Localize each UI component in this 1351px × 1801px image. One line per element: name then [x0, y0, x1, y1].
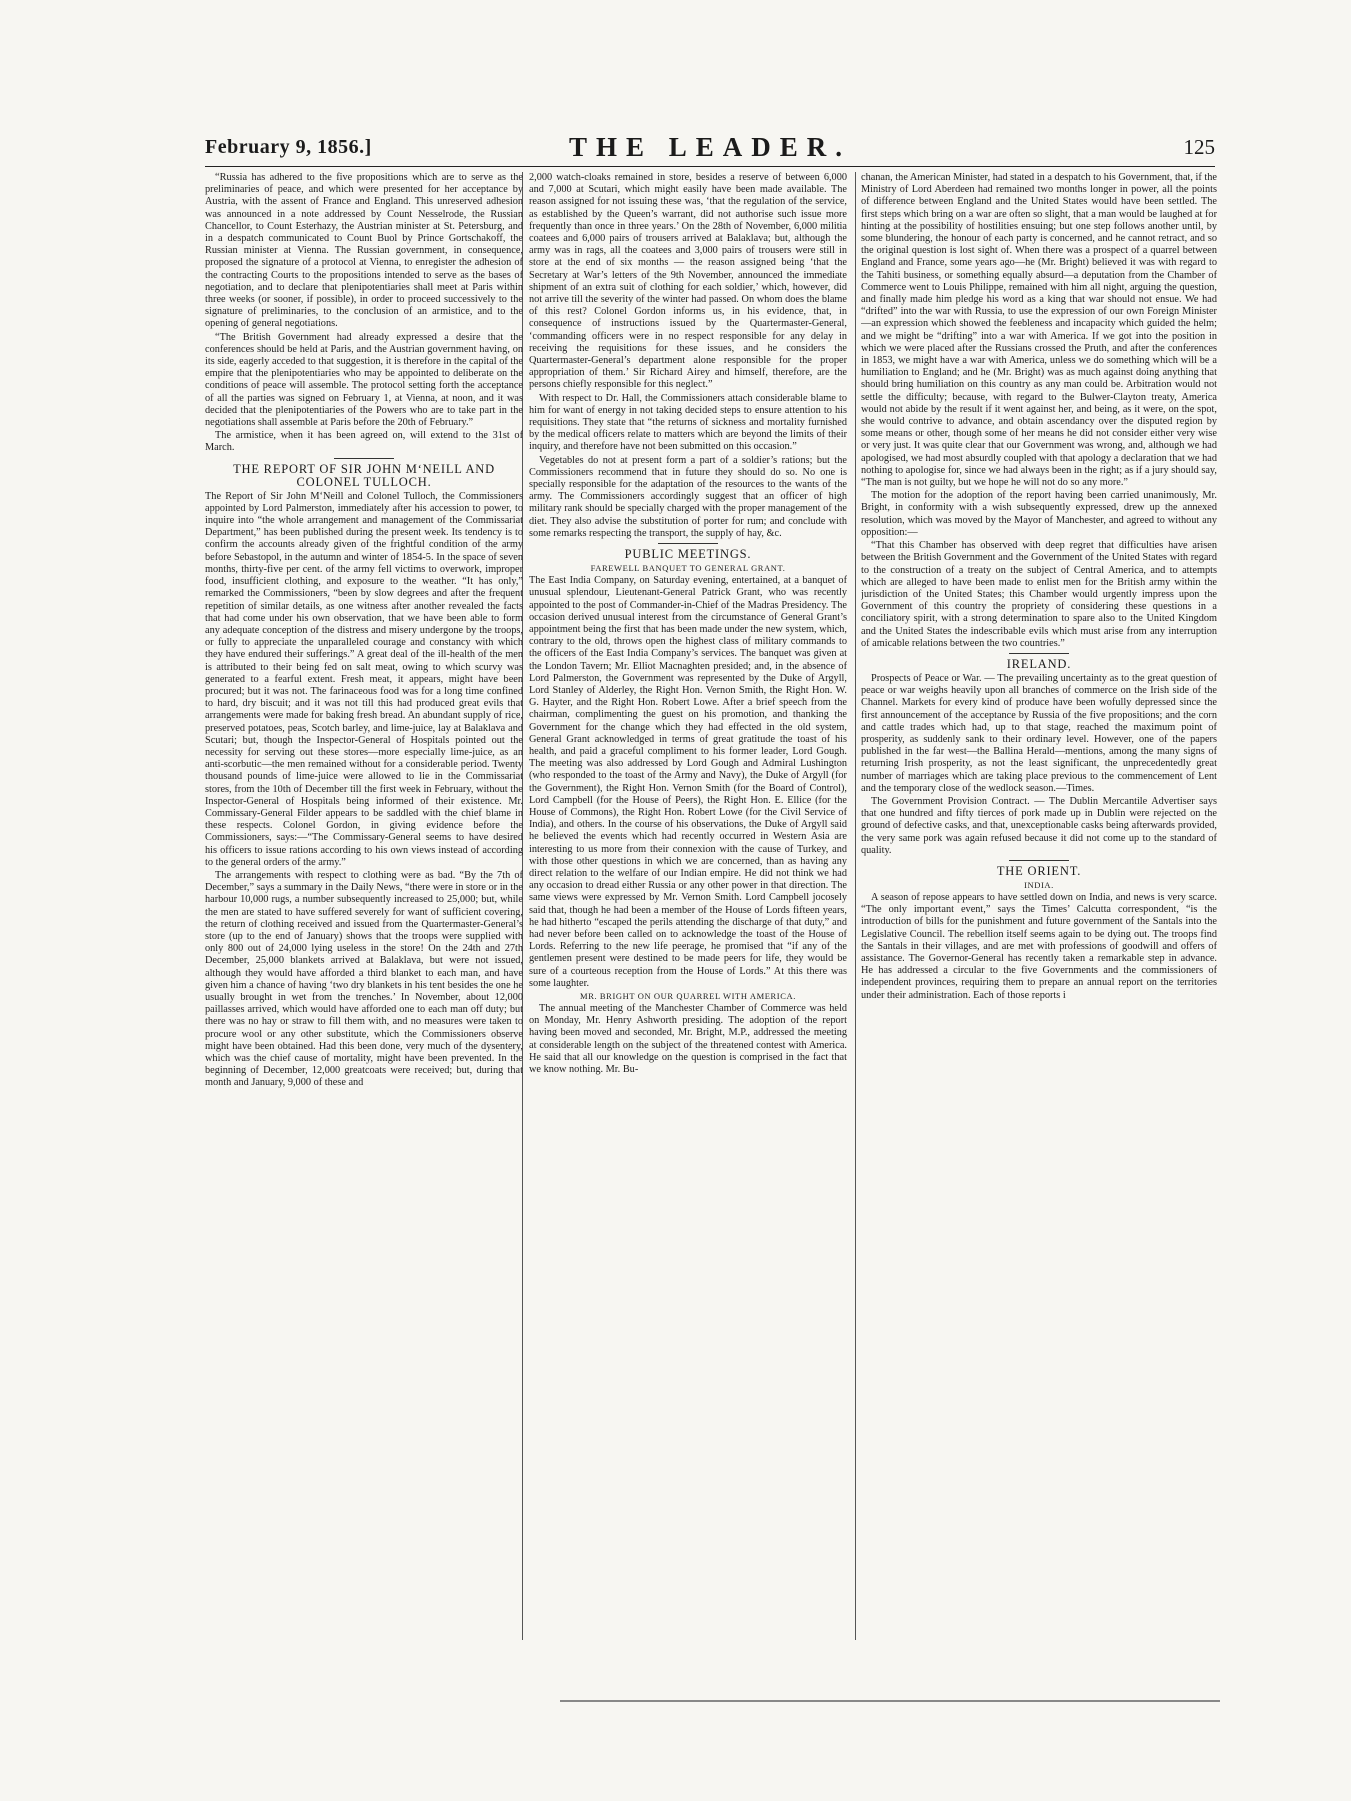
section-heading-orient: THE ORIENT.	[996, 863, 1082, 878]
article-paragraph: The motion for the adoption of the report having been carried unanimously, Mr. Bright, in conformity with a wish subsequently expressed, drew up the annexed resolution, which was moved by the Mayor of Manchester, and agreed to without any opposition:—	[861, 490, 1217, 538]
newspaper-title: THE LEADER.	[568, 132, 852, 162]
article-paragraph: The annual meeting of the Manchester Chamber of Commerce was held on Monday, Mr. Henry Ashworth presiding. The adoption of the report having been moved and seconded, Mr. Bright, M.P., addressed the meeting at considerable length on the subject of the threatened contest with America. He said that all our knowledge on the question is comprised in the fact that we know nothing. Mr. Bu-	[529, 1003, 847, 1076]
subheading-bright-america: MR. BRIGHT ON OUR QUARREL WITH AMERICA.	[580, 991, 796, 1001]
section-heading-ireland: IRELAND.	[1006, 656, 1072, 671]
subheading-farewell-banquet: FAREWELL BANQUET TO GENERAL GRANT.	[590, 563, 786, 574]
masthead	[205, 130, 1215, 167]
column-rule	[855, 172, 856, 1640]
article-paragraph: The East India Company, on Saturday evening, entertained, at a banquet of unusual splendour, Lieutenant-General Patrick Grant, who was recently appointed to the post of Commander-in-Chief of the Madras Presidency. The occasion derived unusual interest from the circumstance of General Grant’s appointment being the first that has been made under the new system, which, contrary to the old, throws open the highest class of military commands to the officers of the East India Company’s services. The banquet was given at the London Tavern; Mr. Elliot Macnaghten presided; and, in the absence of Lord Palmerston, the Government was represented by the Duke of Argyll, Lord Stanley of Alderley, the Right Hon. Vernon Smith, the Right Hon. W. G. Hayter, and the Right Hon. Robert Lowe. After a brief speech from the chairman, complimenting the guest on his promotion, and thanking the Government for the change which they had effected in the old system, General Grant acknowledged in terms of great gratitude the toast of his health, and paid a graceful compliment to his former leader, Lord Gough. The meeting was also addressed by Lord Gough and Admiral Lushington (who responded to the toast of the Army and Navy), the Duke of Argyll (for the Government), the Right Hon. Vernon Smith (for the Board of Control), Lord Campbell (for the House of Peers), the Right Hon. E. Ellice (for the House of Commons), the Right Hon. Robert Lowe (for the Civil Service of India), and others. In the course of his observations, the Duke of Argyll said he believed the events which had recently occurred in Western Asia are interesting to us more from their connexion with the cause of Turkey, and with those other questions in which we are concerned, than as having any direct relation to the welfare of our Indian empire. He did not think we had any occasion to dread either Russia or any other power in that direction. The same views were expressed by Mr. Vernon Smith. Lord Campbell jocosely said that, though he had been a member of the House of Lords fifteen years, he had hitherto “escaped the perils attending the discharge of that duty,” and had never before been called on to acknowledge the toast of the House of Lords. Referring to the new life peerage, he promised that “if any of the gentlemen present were destined to be made peers for life, they would be sure of a courteous reception from the House of Lords.” At this there was some laughter.	[529, 575, 847, 989]
article-paragraph: “Russia has adhered to the five propositions which are to serve as the preliminaries of peace, and which were presented for her acceptance by Austria, with the assent of France and England. This unreserved adhesion was announced in a note addressed by Count Nesselrode, the Russian Chancellor, to Count Esterhazy, the Austrian minister at St. Petersburg, and in a despatch communicated to Count Buol by Prince Gortschakoff, the Russian minister at Vienna. The Russian government, in consequence, proposed the signature of a protocol at Vienna, to enregister the adhesion of the contracting Courts to the propositions intended to serve as the bases of negotiation, and to declare that plenipotentiaries shall meet at Paris within three weeks (or sooner, if possible), in order to proceed successively to the signature of preliminaries, to the conclusion of an armistice, and to the opening of general negotiations.	[205, 172, 523, 330]
subheading-india: INDIA.	[1024, 879, 1054, 890]
section-divider	[1009, 860, 1069, 861]
article-paragraph: A season of repose appears to have settled down on India, and news is very scarce. “The only important event,” says the Times’ Calcutta correspondent, “is the introduction of bills for the punishment and future government of the Santals into the Legislative Council. The rebellion itself seems again to be dying out. The troops find the Santals in their villages, and are met with professions of goodwill and offers of assistance. The Governor-General has recently taken a remarkable step in advance. He has addressed a circular to the five Governments and the commissioners of independent provinces, requiring them to prepare an annual report on the territories under their administration. Each of those reports i	[861, 891, 1217, 1001]
column-2	[529, 172, 847, 1640]
article-paragraph: The armistice, when it has been agreed on, will extend to the 31st of March.	[205, 430, 523, 454]
article-paragraph: chanan, the American Minister, had stated in a despatch to his Government, that, if the Ministry of Lord Aberdeen had remained two months longer in power, all the points of difference between England and the United States would have been settled. The first steps which bring on a war are often so slight, that a man would be laughed at for hinting at the possibility of hostilities ensuing; but one step follows another until, by some blundering, the honour of each party is concerned, and he cannot retract, and so the original question is lost sight of. When there was a prospect of a quarrel between England and France, some years ago—he (Mr. Bright) believed it was with regard to the Tahiti business, or something equally absurd—a deputation from the Chamber of Commerce went to Louis Philippe, remained with him all night, arguing the question, and finally made him pledge his word as a king that war should not ensue. We had “drifted” into the war with Russia, to use the expression of our own Foreign Minister—an expression which showed the feebleness and incapacity which guided the helm; and we might be “drifting” into a war with America. If we got into the position in which we were placed after the Russians crossed the Pruth, and after the conferences in 1853, we might have a war with America, unless we do something which will be a humiliation to England; and he (Mr. Bright) was as much against doing anything that should bring humiliation on this country as any man could be. Arbitration would not settle the difficulty; because, with regard to the Bulwer-Clayton treaty, America would not abide by the result if it went against her, and being, as it were, on the spot, she would contrive to advance, and obtain ascendancy over the disputed region by some means or other, though some of her means he did not consider either very wise or very just. It was quite clear that our Government was wrong, and, although we had apologised, we had most absurdly coupled with that apology a declaration that we had nothing to apologise for, since we had always been in the right; as if a jury should say, “The man is not guilty, but we hope he will not do so any more.”	[861, 172, 1217, 489]
issue-date: February 9, 1856.]	[205, 136, 372, 158]
article-paragraph: Prospects of Peace or War. — The prevailing uncertainty as to the great question of peace or war weighs heavily upon all branches of commerce on the Irish side of the Channel. Markets for every kind of produce have been wofully depressed since the first announcement of the acceptance by Russia of the five propositions; and the corn and cattle trades which had, up to that stage, reached the maximum point of prosperity, as suddenly sank to their ordinary level. However, one of the papers published in the far west—the Ballina Herald—mentions, among the many signs of returning Irish prosperity, as not the least significant, the unprecedentedly great number of marriages which are taking place previous to the commencement of Lent and the temporary close of the wedlock season.—Times.	[861, 672, 1217, 794]
article-paragraph: “The British Government had already expressed a desire that the conferences should be held at Paris, and the Austrian government having, on its side, eagerly acceded to that suggestion, it is therefore in the capital of the empire that the plenipotentiaries who may be appointed to deliberate on the conditions of peace will assemble. The protocol setting forth the acceptance of all the parties was signed on February 1, at Vienna, at noon, and it was decided that the plenipotentiaries of the Powers who are to take part in the negotiations shall assemble at Paris before the 20th of February.”	[205, 331, 523, 429]
article-paragraph: 2,000 watch-cloaks remained in store, besides a reserve of between 6,000 and 7,000 at Scutari, which might easily have been made available. The reason assigned for not issuing these was, ‘that the regulation of the service, as established by the Queen’s warrant, did not authorise such issue more frequently than once in three years.’ On the 28th of November, 6,000 militia coatees and 6,000 pairs of trousers arrived at Balaklava; but, although the army was in rags, all the coatees and 3,000 pairs of trousers were still in store at the end of six months — the reason assigned being ‘that the Secretary at War’s letters of the 9th November, announced the immediate shipment of an extra suit of clothing for each soldier,’ which, however, did not arrive till the severity of the winter had passed. On whom does the blame of this rest? Colonel Gordon informs us, in his evidence, that, in consequence of instructions issued by the Quartermaster-General, ‘commanding officers were in no respect responsible for any delay in receiving the requisitions for these issues, and he considers the Quartermaster-General’s department alone responsible for the proper appropriation of them.’ Sir Richard Airey and himself, therefore, are the persons chiefly responsible for this neglect.”	[529, 172, 847, 391]
page-number: 125	[1183, 135, 1215, 159]
page-bottom-edge	[560, 1700, 1220, 1702]
section-divider	[334, 458, 394, 459]
section-heading-mneill-report: THE REPORT OF SIR JOHN M‘NEILL AND COLONEL TULLOCH.	[233, 461, 495, 489]
section-heading-public-meetings: PUBLIC MEETINGS.	[624, 547, 752, 562]
article-paragraph: The arrangements with respect to clothing were as bad. “By the 7th of December,” says a summary in the Daily News, “there were in store or in the harbour 10,000 rugs, a number subsequently increased to 25,000; but, while the men are stated to have suffered severely for want of sufficient covering, the return of clothing received and issued from the Quartermaster-General’s store (up to the end of January) shows that the troops were supplied with only 800 out of 24,000 lying useless in the store! On the 24th and 27th December, 25,000 blankets arrived at Balaklava, but were not issued, although they would have afforded a third blanket to each man, and have given him a chance of having ‘two dry blankets in his tent besides the one he usually brought in wet from the trenches.’ In November, about 12,000 paillasses arrived, which would have afforded one to each man off duty; but there was no hay or straw to fill them with, and no measures were taken to procure wool or any other substitute, which the Commissioners observe might have been obtained. Had this been done, very much of the dysentery, which was the chief cause of mortality, might have been prevented. In the beginning of December, 12,000 greatcoats were received; but, during that month and January, 9,000 of these and	[205, 869, 523, 1089]
column-1	[205, 172, 523, 1640]
article-paragraph: Vegetables do not at present form a part of a soldier’s rations; but the Commissioners recommend that in future they should do so. No one is specially responsible for the adaptation of the resources to the wants of the army. The Commissioners accordingly suggest that an officer of high military rank should be specially charged with the proper management of the diet. They also advise the substitution of porter for rum; and conclude with some remarks respecting the transport, the supply of hay, &c.	[529, 454, 847, 539]
article-paragraph: With respect to Dr. Hall, the Commissioners attach considerable blame to him for want of energy in not taking decided steps to ensure attention to his requisitions. They state that “the returns of sickness and mortality furnished by the medical officers relate to matters which are beyond the limits of their inquiry, and therefore have not been submitted on this occasion.”	[529, 392, 847, 453]
section-divider	[1009, 653, 1069, 654]
article-paragraph: “That this Chamber has observed with deep regret that difficulties have arisen between the British Government and the Government of the United States with regard to the construction of a treaty on the subject of Central America, and to attempts which are alleged to have been made to enlist men for the British army within the jurisdiction of the United States; this Chamber would urgently impress upon the Government of this country the propriety of considering these questions in a conciliatory spirit, with a strong determination to spare also to the United Kingdom and the United States the indescribable evils which must arise from any interruption of amicable relations between the two countries.”	[861, 540, 1217, 649]
section-divider	[658, 543, 718, 544]
article-paragraph: The Government Provision Contract. — The Dublin Mercantile Advertiser says that one hundred and fifty tierces of pork made up in Dublin were rejected on the ground of defective casks, and that, unexceptionable casks being afterwards provided, the very same pork was again refused because it did not come up to the standard of quality.	[861, 795, 1217, 856]
column-3	[861, 172, 1217, 1640]
article-paragraph: The Report of Sir John M‘Neill and Colonel Tulloch, the Commissioners appointed by Lord Palmerston, immediately after his accession to power, to inquire into “the whole arrangement and management of the Commissariat Department,” has been published during the present week. Its tendency is to confirm the accounts already given of the frightful condition of the army before Sebastopol, in the autumn and winter of 1854-5. In the space of seven months, thirty-five per cent. of the army fell victims to overwork, improper food, insufficient clothing, and exposure to the weather. “It has only,” remarked the Commissioners, “been by slow degrees and after the frequent repetition of similar details, as one witness after another revealed the facts that had come under his own observation, that we have been able to form any adequate conception of the distress and misery undergone by the troops, or fully to appreciate the unparalleled courage and constancy with which they have endured their sufferings.” A great deal of the ill-health of the men is attributed to their being fed on salt meat, owing to which scurvy was generated to a fearful extent. Fresh meat, it appears, might have been procured; but it was not. The farinaceous food was for a long time confined to hard, dry biscuit; and it was not till this had produced great evils that arrangements were made for baking fresh bread. An abundant supply of rice, preserved potatoes, peas, Scotch barley, and lime-juice, lay at Balaklava and Scutari; but, though the Inspector-General of Hospitals pointed out the necessity for serving out these stores—more especially lime-juice, as an anti-scorbutic—the men remained without for a considerable period. Twenty thousand pounds of lime-juice were allowed to lie in the Commissariat stores, from the 10th of December till the first week in February, without the Inspector-General of Hospitals being informed of their existence. Mr. Commissary-General Filder appears to be saddled with the chief blame in these respects. Colonel Gordon, in giving evidence before the Commissioners, says:—“The Commissary-General seems to have desired his officers to issue rations according to his own views instead of according to the general orders of the army.”	[205, 490, 523, 868]
